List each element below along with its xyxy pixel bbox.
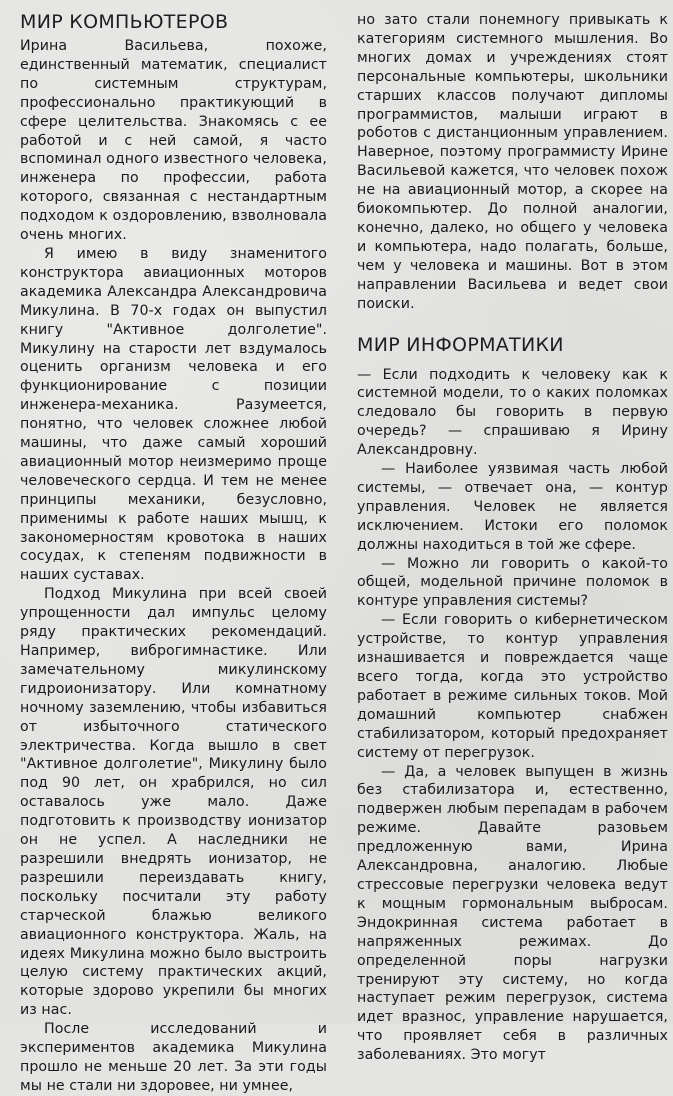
paragraph: — Да, а человек выпущен в жизнь без стабилизатора и, естественно, подвержен любым перепадам в рабочем режиме. Давайте разовьем предложенную вами, Ирина Александровна, аналогию. Любые стрессовые перегрузки человека ведут к мощным гормональным выбросам. Эндокринная система работает в напряженных режимах. До определенной поры нагрузки тренируют эту систему, но когда наступает режим перегрузок, система идет вразнос, управление нарушается, что проявляет себя в различных заболеваниях. Это могут	[357, 763, 668, 1064]
paragraph: — Если говорить о кибернетическом устройстве, то контур управления изнашивается и повреждается чаще всего тогда, когда это устройство работает в режиме сильных токов. Мой домашний компьютер снабжен стабилизатором, который предохраняет систему от перегрузок.	[357, 612, 668, 761]
section-heading-informatics: МИР ИНФОРМАТИКИ	[357, 333, 564, 356]
paragraph: Ирина Васильева, похоже, единственный математик, специалист по системным структурам, профессионально практикующий в сфере целительства. Знакомясь с ее работой и с ней самой, я часто вспоминал одного известного человека, инженера по профессии, работа которого, связанная с нестандартным подходом к оздоровлению, взволновала очень многих.	[20, 38, 327, 244]
right-column	[357, 11, 668, 1065]
left-column	[20, 9, 327, 1096]
paragraph: Я имею в виду знаменитого конструктора авиационных моторов академика Александра Александровича Микулина. В 70-х годах он выпустил книгу "Активное долголетие". Микулину на старости лет вздумалось оценить организм человека и его функционирование с позиции инженера-механика. Разумеется, понятно, что человек сложнее любой машины, что даже самый хороший авиационный мотор неизмеримо проще человеческого сердца. И тем не менее принципы механики, безусловно, применимы к работе наших мышц, к закономерностям кровотока в наших сосудах, к степеням подвижности в наших суставах.	[20, 245, 327, 584]
paragraph: Подход Микулина при всей своей упрощенности дал импульс целому ряду практических рекомендаций. Например, виброгимнастике. Или замечательному микулинскому гидроионизатору. Или комнатному ночному заземлению, чтобы избавиться от избыточного статического электричества. Когда вышло в свет "Активное долголетие", Микулину было под 90 лет, он храбрился, но сил оставалось уже мало. Даже подготовить к производству ионизатор он не успел. А наследники не разрешили внедрять ионизатор, не разрешили переиздавать книгу, поскольку посчитали эту работу старческой блажью великого авиационного конструктора. Жаль, на идеях Микулина можно было выстроить целую систему практических акций, которые здорово укрепили бы многих из нас.	[20, 586, 327, 1019]
section-heading-computers: МИР КОМПЬЮТЕРОВ	[20, 11, 229, 33]
paragraph: — Если подходить к человеку как к системной модели, то о каких поломках следовало бы говорить в первую очередь? — спрашиваю я Ирину Александровну.	[357, 366, 668, 459]
paragraph: После исследований и экспериментов академика Микулина прошло не меньше 20 лет. За эти годы мы не стали ни здоровее, ни умнее,	[20, 1021, 327, 1094]
paragraph: — Можно ли говорить о какой-то общей, модельной причине поломок в контуре управления системы?	[357, 555, 668, 610]
paragraph-continuation: но зато стали понемногу привыкать к категориям системного мышления. Во многих домах и учреждениях стоят персональные компьютеры, школьники старших классов получают дипломы программистов, малыши играют в роботов с дистанционным управлением. Наверное, поэтому программисту Ирине Васильевой кажется, что человек похож не на авиационный мотор, а скорее на биокомпьютер. До полной аналогии, конечно, далеко, но общего у человека и компьютера, надо полагать, больше, чем у человека и машины. Вот в этом направлении Васильева и ведет свои поиски.	[357, 12, 668, 312]
paragraph: — Наиболее уязвимая часть любой системы, — отвечает она, — контур управления. Человек не является исключением. Истоки его поломок должны находиться в той же сфере.	[357, 461, 668, 553]
